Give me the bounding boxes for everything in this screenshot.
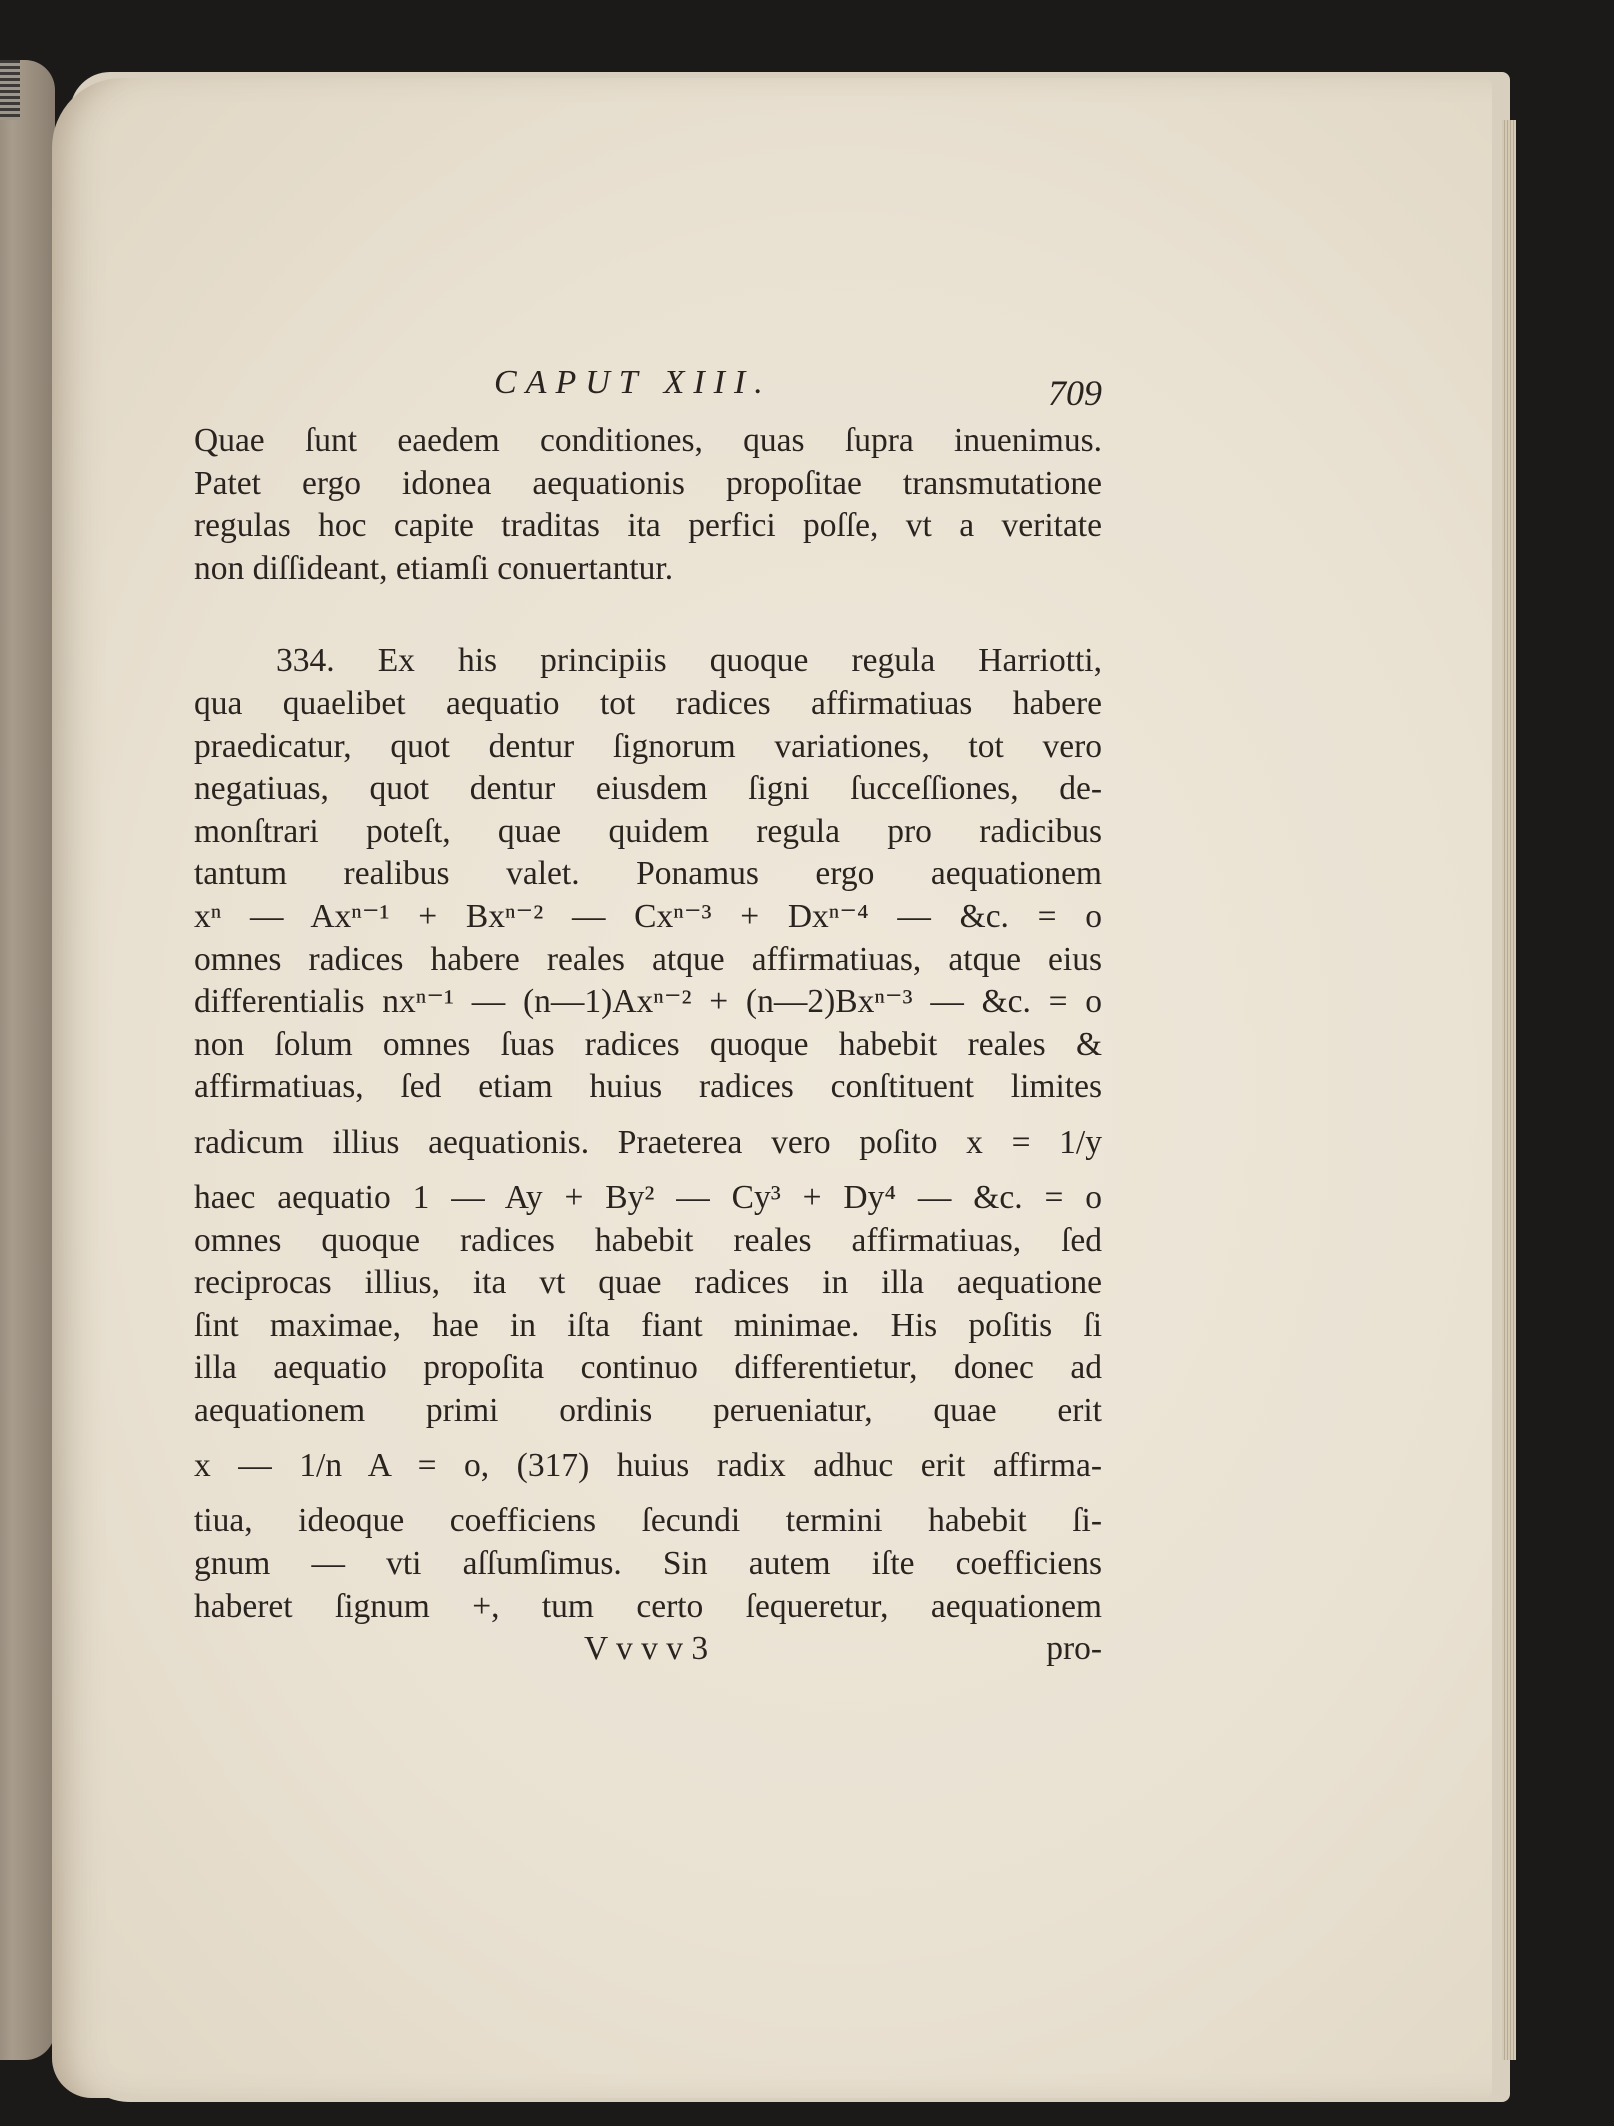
text-line: haberet ſignum +, tum certo ſequeretur, aequationem [194, 1587, 1102, 1625]
text-line: tantum realibus valet. Ponamus ergo aequationem [194, 855, 1102, 893]
page-footer [194, 1628, 1102, 1670]
facing-page-edge [0, 60, 55, 2060]
text-line: omnes radices habere reales atque affirmatiuas, atque eius [194, 940, 1102, 978]
text-line: non ſolum omnes ſuas radices quoque habebit reales & [194, 1025, 1102, 1063]
text-line: gnum — vti aſſumſimus. Sin autem iſte coefficiens [194, 1545, 1102, 1583]
text-line: Quae ſunt eaedem conditiones, quas ſupra inuenimus. [194, 422, 1102, 459]
page-number: 709 [1048, 373, 1102, 413]
signature-mark: V v v v 3 [584, 1630, 709, 1668]
equation-line: x — 1/n A = o, (317) huius radix adhuc erit affirma- [194, 1447, 1102, 1485]
text-line: affirmatiuas, ſed etiam huius radices conſtituent limites [194, 1068, 1102, 1106]
text-line: illa aequatio propoſita continuo differentietur, donec ad [194, 1349, 1102, 1387]
text-line: regulas hoc capite traditas ita perfici poſſe, vt a veritate [194, 507, 1102, 545]
text-line: aequationem primi ordinis perueniatur, quae erit [194, 1391, 1102, 1429]
text-line: monſtrari poteſt, quae quidem regula pro radicibus [194, 812, 1102, 850]
text-line: Patet ergo idonea aequationis propoſitae transmutatione [194, 464, 1102, 502]
equation-line: differentialis nxⁿ⁻¹ — (n—1)Axⁿ⁻² + (n—2)Bxⁿ⁻³ — &c. = o [194, 983, 1102, 1021]
text-line: praedicatur, quot dentur ſignorum variationes, tot vero [194, 727, 1102, 765]
text-line: qua quaelibet aequatio tot radices affirmatiuas habere [194, 684, 1102, 722]
text-line: omnes quoque radices habebit reales affirmatiuas, ſed [194, 1221, 1102, 1259]
text-line: negatiuas, quot dentur eiusdem ſigni ſucceſſiones, de- [194, 770, 1102, 808]
body-text [194, 420, 1102, 1670]
text-line: non diſſideant, etiamſi conuertantur. [194, 549, 674, 587]
text-line: tiua, ideoque coefficiens ſecundi termini habebit ſi- [194, 1502, 1102, 1540]
text-line: ſint maximae, hae in iſta fiant minimae. His poſitis ſi [194, 1306, 1102, 1344]
chapter-title: CAPUT XIII. [494, 364, 772, 401]
running-head [194, 360, 1102, 413]
book-edge [0, 60, 20, 120]
catchword: pro- [1046, 1630, 1102, 1668]
text-line: reciprocas illius, ita vt quae radices in illa aequatione [194, 1264, 1102, 1302]
equation-line: haec aequatio 1 — Ay + By² — Cy³ + Dy⁴ — &c. = o [194, 1178, 1102, 1216]
text-line: radicum illius aequationis. Praeterea vero poſito x = 1/y [194, 1123, 1102, 1161]
paragraph-gap [194, 590, 1102, 640]
page-edges [1502, 120, 1516, 2060]
paragraph-start: 334. Ex his principiis quoque regula Harriotti, [276, 642, 1102, 680]
equation-line: xⁿ — Axⁿ⁻¹ + Bxⁿ⁻² — Cxⁿ⁻³ + Dxⁿ⁻⁴ — &c. = o [194, 897, 1102, 935]
